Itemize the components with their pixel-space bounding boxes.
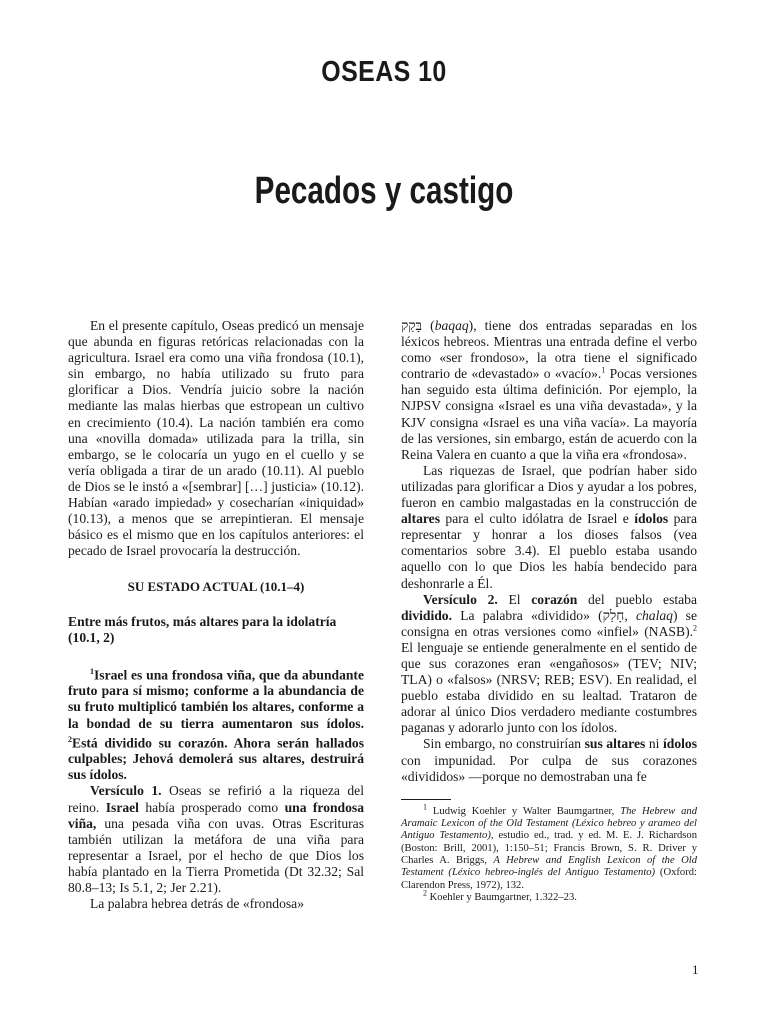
bold-term: ídolos bbox=[663, 736, 697, 752]
text-run: Pocas versiones han seguido esta última definición. Por ejemplo, la NJPSV consigna «Israel es una viña devastada», y la KJV consigna «Israel es una viña vacía». La mayoría de las versiones, sin embargo, están de acuerdo con la Reina Valera en cuanto a que la viña era «frondosa». bbox=[401, 366, 697, 462]
commentary-paragraph bbox=[401, 736, 697, 784]
citation-title: A Hebrew and English Lexicon of the Old Testament (Léxico hebreo-inglés del Antiguo Testamento) bbox=[401, 854, 698, 879]
text-run: Ludwig Koehler y Walter Baumgartner, bbox=[427, 805, 621, 817]
commentary-paragraph: La palabra hebrea detrás de «frondosa» bbox=[90, 896, 304, 912]
footnote-number: 1 bbox=[423, 802, 427, 812]
bold-term: dividido. bbox=[401, 607, 453, 623]
hebrew-word: בָּקַק bbox=[401, 318, 423, 333]
footnote-number: 2 bbox=[423, 888, 427, 898]
transliteration: chalaq bbox=[635, 607, 673, 623]
verse-label: Versículo 2. bbox=[423, 591, 498, 607]
bold-term: una frondosa viña, bbox=[68, 799, 365, 831]
footnote-divider bbox=[401, 799, 451, 800]
bold-term: altares bbox=[401, 511, 441, 527]
bold-term: corazón bbox=[531, 591, 578, 607]
verse-number: 1 bbox=[90, 666, 94, 676]
text-run: , bbox=[624, 607, 636, 623]
chapter-heading: OSEAS 10 bbox=[321, 56, 447, 88]
text-run: ni bbox=[645, 736, 663, 752]
text-run: para el culto idólatra de Israel e bbox=[440, 511, 635, 527]
verse-text: Israel es una frondosa viña, que da abundante fruto para sí mismo; conforme a la abundancia de su fruto multiplicó también los altares, conforme a la bondad de su tierra aumentaron sus ídolos. bbox=[68, 667, 364, 731]
text-run: La palabra «dividido» ( bbox=[452, 607, 603, 623]
commentary-paragraph bbox=[68, 783, 364, 896]
text-run: para representar y honrar a los dioses falsos (vea comentarios sobre 3.4). El pueblo estaba usando aquello con lo que Dios les había bendecido para deshonrarle a Él. bbox=[401, 511, 697, 591]
text-run: El lenguaje se entiende generalmente en el sentido de que sus corazones eran «engañosos» (TEV; NIV; TLA) o «falsos» (NRSV; REB; ESV). En realidad, el pueblo estaba dividido en su lealtad. Trataron de adorar al único Dios verdadero mediante costumbres paganas y adorarlo junto con los ídolos. bbox=[401, 639, 697, 736]
text-run: El bbox=[497, 591, 532, 607]
transliteration: baqaq bbox=[434, 318, 469, 333]
intro-paragraph: En el presente capítulo, Oseas predicó un mensaje que abunda en figuras retóricas relacionadas con la agricultura. Israel era como una viña frondosa (10.1), sin embargo, no había utilizado su fruto para glorificar a Dios. Vendría juicio sobre la nación mediante las malas hierbas que estropean un cultivo en crecimiento (10.4). La nación también era como una «novilla domada» utilizada para la trilla, sin embargo, se le colocaría un yugo en el cuello y se vería obligada a tirar de un arado (10.11). Al pueblo de Dios se le instó a «[sembrar] […] justicia» (10.12). Habían «arado impiedad» y cosecharían «iniquidad» (10.13), a menos que se arrepintieran. El mensaje básico es el mismo que en los capítulos anteriores: el pecado de Israel provocaría la destrucción. bbox=[68, 318, 364, 559]
commentary-paragraph: בָּקַק (baqaq), tiene dos entradas separadas en los léxicos hebreos. Mientras una entrada define el verbo como «ser frondoso», la otra tiene el significado contrario de «devastado» o «vacío».$^1$ Pocas versiones han seguido esta última definición. Por ejemplo, la NJPSV consigna «Israel es una viña devastada», y la KJV consigna «Israel es una viña vacía». La mayoría de las versiones, sin embargo, están de acuerdo con la Reina Valera en cuanto a que la viña era «frondosa». bbox=[401, 318, 697, 462]
footnote-ref[interactable]: 1 bbox=[601, 365, 606, 375]
page-number: 1 bbox=[692, 962, 699, 977]
text-run: con impunidad. Por culpa de sus corazones «divididos» —porque no demostraban una fe bbox=[401, 752, 697, 784]
verse-text: Está dividido su corazón. Ahora serán hallados culpables; Jehová demolerá sus altares, destruirá sus ídolos. bbox=[68, 735, 364, 783]
text-run: Oseas se refirió a la riqueza del reino. bbox=[68, 783, 364, 815]
footnote bbox=[401, 802, 698, 892]
right-column bbox=[401, 318, 697, 904]
hebrew-word: חָלַק bbox=[602, 607, 625, 623]
citation-title: The Hebrew and Aramaic Lexicon of the Old Testament (Léxico hebreo y arameo del Antiguo Testamento) bbox=[401, 805, 697, 842]
commentary-paragraph bbox=[401, 463, 697, 592]
sub-heading: Entre más frutos, más altares para la idolatría (10.1, 2) bbox=[68, 613, 337, 645]
bold-term: sus altares bbox=[584, 736, 646, 752]
text-run: Las riquezas de Israel, que podrían haber sido utilizadas para glorificar a Dios y ayudar a los pobres, fueron en cambio malgastadas en la construcción de bbox=[401, 462, 697, 511]
text-run: tiene dos entradas separadas en los léxicos hebreos. Mientras una entrada define el verbo como «ser frondoso», la otra tiene el significado contrario de «devastado» o «vacío». bbox=[401, 318, 697, 382]
text-run: (Oxford: Clarendon Press, 1972), 132. bbox=[401, 867, 698, 891]
bold-term: ídolos bbox=[634, 511, 669, 527]
scripture-block bbox=[68, 664, 364, 784]
section-heading: SU ESTADO ACTUAL (10.1–4) bbox=[127, 579, 305, 595]
text-run: había prosperado como bbox=[138, 799, 285, 815]
page-title: Pecados y castigo bbox=[254, 170, 514, 212]
verse-label: Versículo 1. bbox=[90, 783, 162, 799]
text-run: una pesada viña con uvas. Otras Escrituras también utilizan la metáfora de una viña para representar a Israel, por el hecho de que Dios los había plantado en la Tierra Prometida (Dt 32.32; Sal 80.8–13; Is 5.1, 2; Jer 2.21). bbox=[68, 815, 364, 895]
commentary-paragraph bbox=[401, 592, 697, 737]
text-run: Sin embargo, no construirían bbox=[423, 736, 585, 752]
text-run: Koehler y Baumgartner, 1.322–23. bbox=[427, 891, 577, 903]
footnote-ref[interactable]: 2 bbox=[693, 623, 697, 633]
text-run: , estudio ed., trad. y ed. M. E. J. Richardson (Boston: Brill, 2001), 1:150–51; Francis Brown, S. R. Driver y Charles A. Briggs, bbox=[401, 830, 697, 866]
footnote bbox=[401, 888, 697, 904]
bold-term: Israel bbox=[105, 799, 139, 815]
left-column bbox=[68, 318, 364, 912]
text-run: ) se consigna en otras versiones como «infiel» (NASB). bbox=[401, 607, 697, 639]
verse-number: 2 bbox=[68, 734, 72, 744]
text-run: del pueblo estaba bbox=[577, 591, 697, 607]
